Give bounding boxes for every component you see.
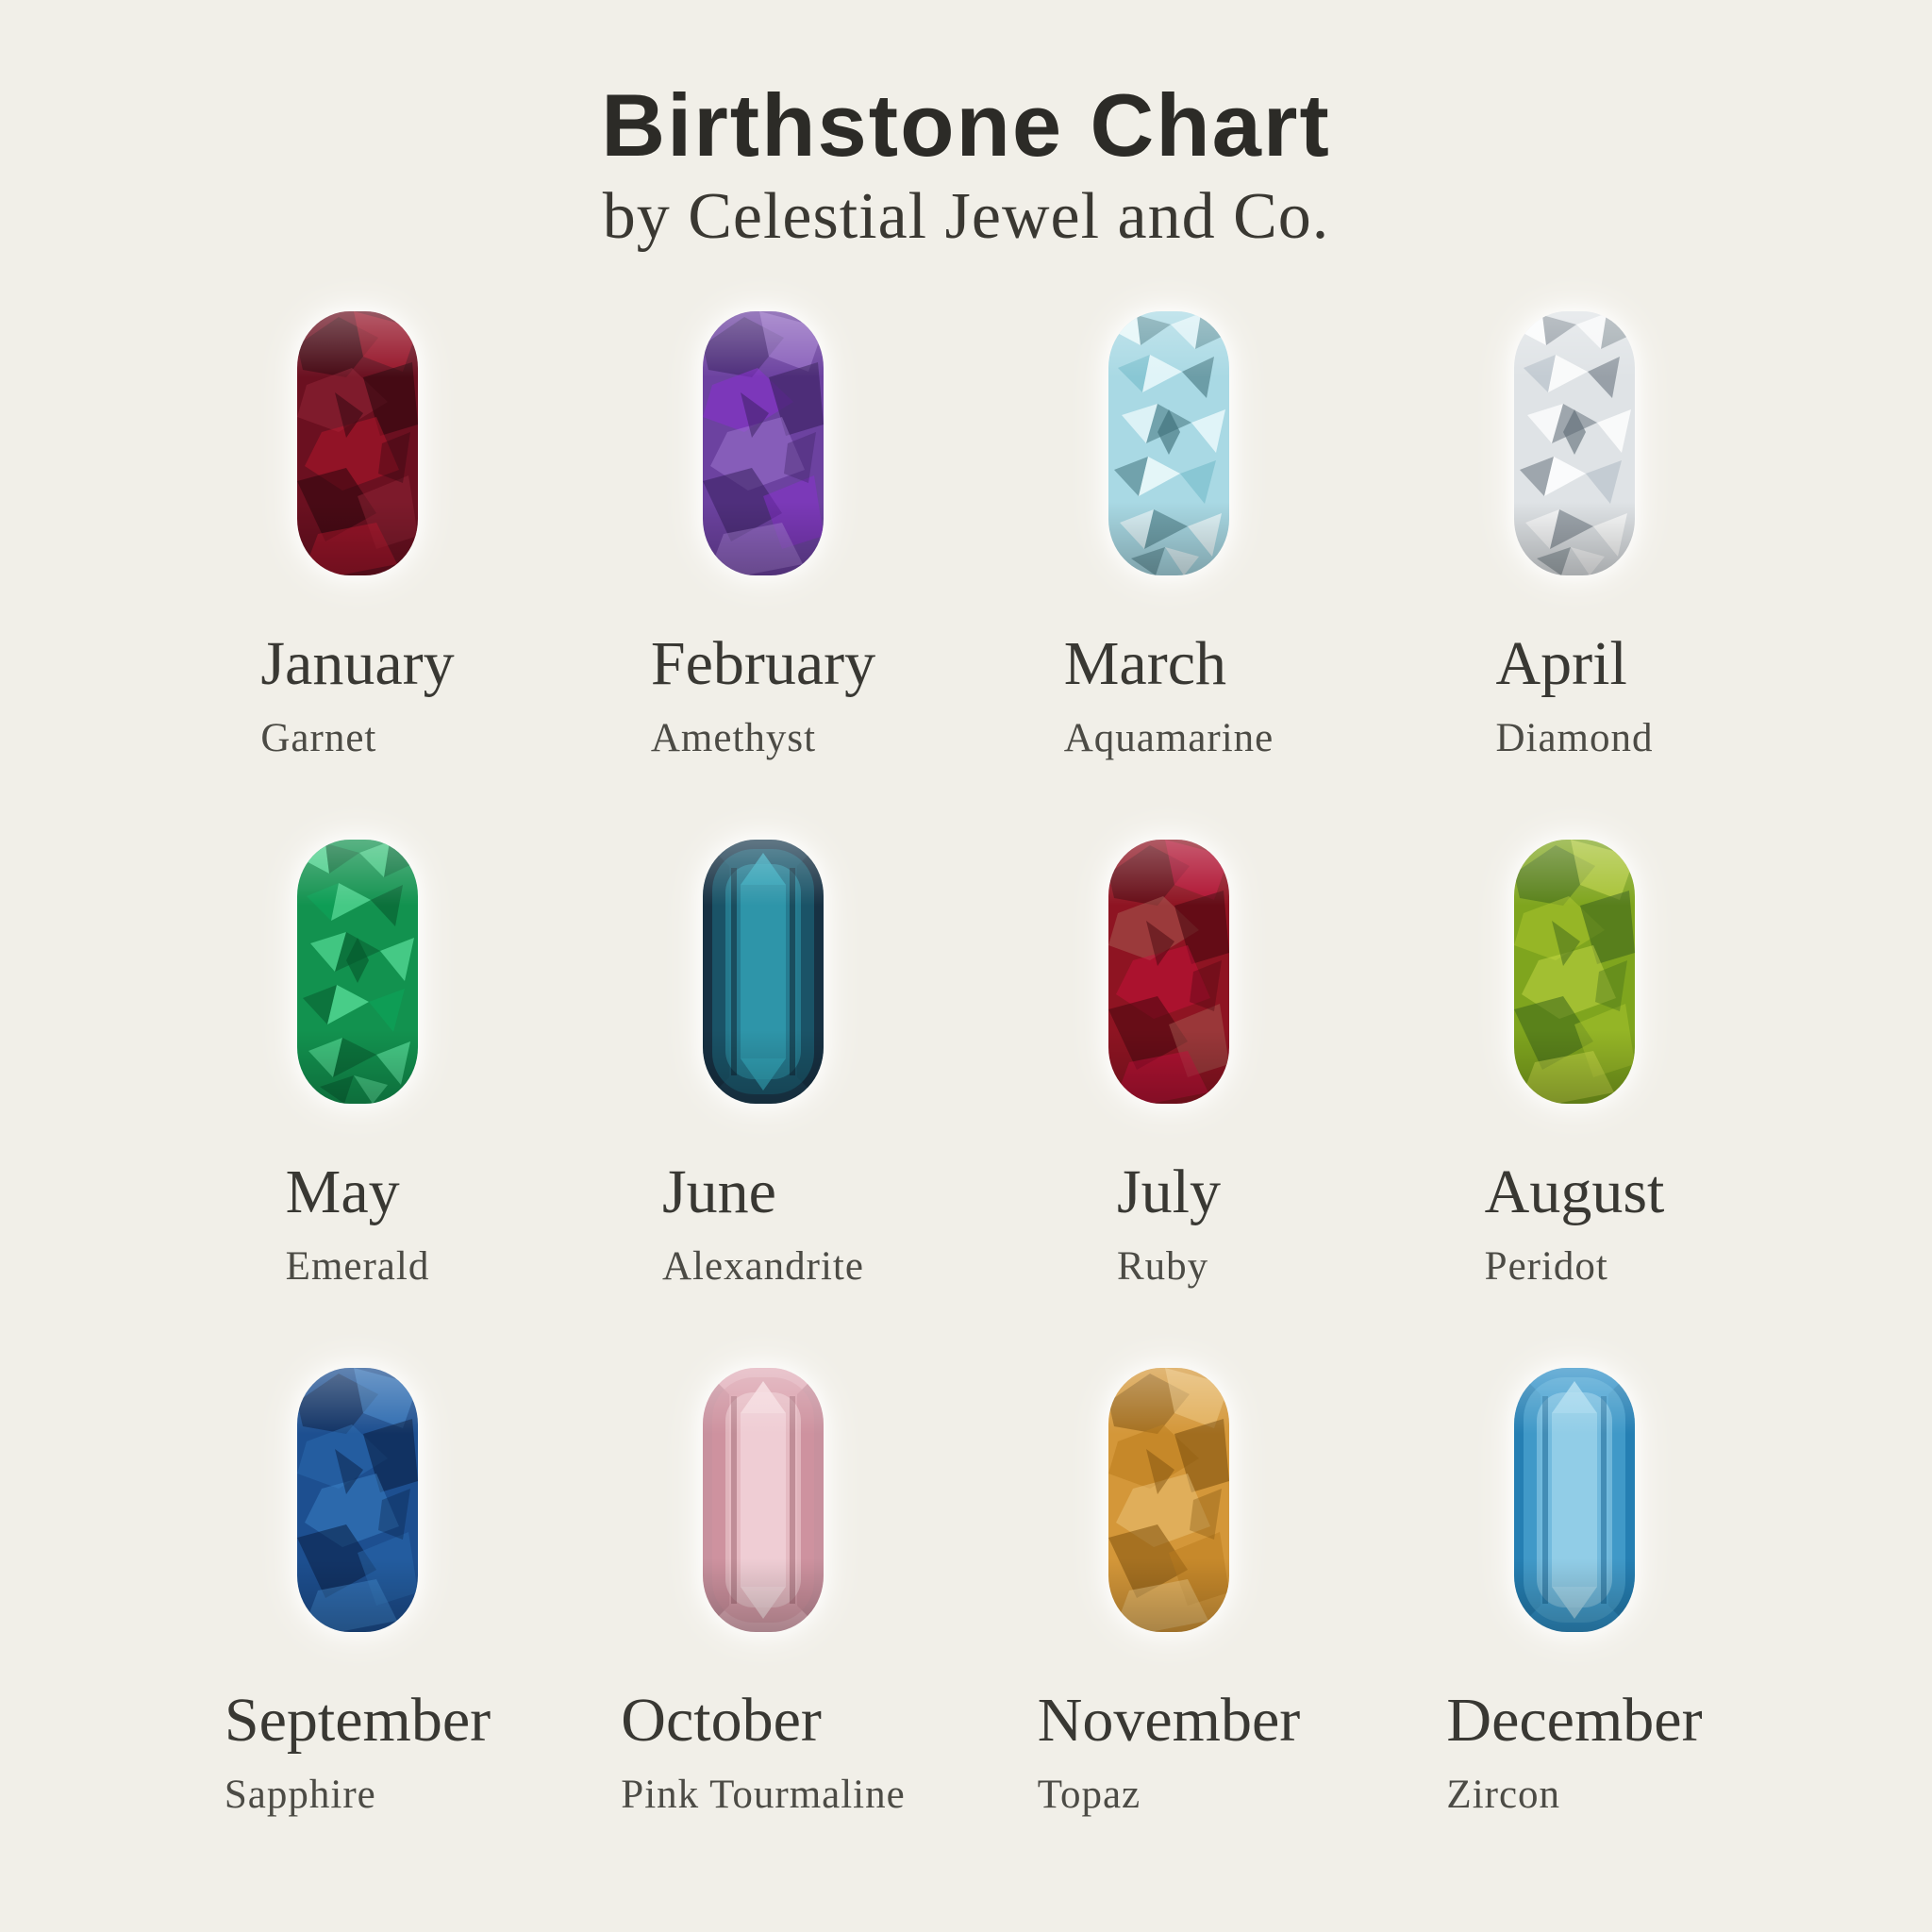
birthstone-grid (155, 311, 1777, 1817)
birthstone-cell-july (966, 840, 1372, 1289)
gem-image-topaz (1108, 1368, 1229, 1632)
stone-label-diamond: Diamond (1495, 715, 1654, 760)
birthstone-caption (651, 575, 875, 760)
birthstone-caption (286, 1104, 430, 1289)
birthstone-cell-december (1372, 1368, 1777, 1817)
month-label-february: February (650, 629, 876, 699)
birthstone-cell-september (155, 1368, 560, 1817)
birthstone-caption (1446, 1632, 1702, 1817)
stone-label-aquamarine: Aquamarine (1063, 715, 1274, 760)
month-label-april: April (1495, 629, 1627, 699)
month-label-september: September (224, 1685, 491, 1755)
stone-label-topaz: Topaz (1037, 1772, 1141, 1817)
gem-image-emerald (297, 840, 418, 1104)
month-label-august: August (1484, 1158, 1665, 1227)
birthstone-cell-february (560, 311, 966, 760)
month-label-november: November (1037, 1685, 1301, 1755)
gem-image-amethyst (703, 311, 824, 575)
month-label-january: January (260, 629, 455, 699)
stone-label-emerald: Emerald (285, 1243, 430, 1289)
birthstone-cell-may (155, 840, 560, 1289)
gem-image-diamond (1514, 311, 1635, 575)
month-label-june: June (662, 1158, 776, 1227)
gem-image-zircon (1514, 1368, 1635, 1632)
gem-image-peridot (1514, 840, 1635, 1104)
birthstone-caption (260, 575, 454, 760)
birthstone-caption (662, 1104, 864, 1289)
birthstone-caption (1495, 575, 1653, 760)
gem-image-aquamarine (1108, 311, 1229, 575)
birthstone-caption (1038, 1632, 1301, 1817)
stone-label-amethyst: Amethyst (650, 715, 817, 760)
month-label-december: December (1446, 1685, 1703, 1755)
gem-image-ruby (1108, 840, 1229, 1104)
stone-label-sapphire: Sapphire (224, 1772, 376, 1817)
stone-label-garnet: Garnet (260, 715, 377, 760)
month-label-october: October (621, 1685, 822, 1755)
stone-label-alexandrite: Alexandrite (662, 1243, 864, 1289)
gem-image-sapphire (297, 1368, 418, 1632)
birthstone-caption (1064, 575, 1274, 760)
gem-image-garnet (297, 311, 418, 575)
birthstone-cell-january (155, 311, 560, 760)
birthstone-caption (1485, 1104, 1665, 1289)
birthstone-cell-october (560, 1368, 966, 1817)
stone-label-zircon: Zircon (1446, 1772, 1561, 1817)
stone-label-pink-tourmaline: Pink Tourmaline (621, 1772, 906, 1817)
birthstone-cell-august (1372, 840, 1777, 1289)
birthstone-cell-april (1372, 311, 1777, 760)
birthstone-cell-november (966, 1368, 1372, 1817)
page-subtitle: by Celestial Jewel and Co. (602, 179, 1330, 253)
stone-label-peridot: Peridot (1484, 1243, 1608, 1289)
birthstone-caption (225, 1632, 491, 1817)
month-label-may: May (285, 1158, 400, 1227)
birthstone-caption (621, 1632, 905, 1817)
month-label-july: July (1116, 1158, 1222, 1227)
birthstone-cell-march (966, 311, 1372, 760)
month-label-march: March (1063, 629, 1226, 699)
page-title: Birthstone Chart (601, 75, 1331, 175)
birthstone-caption (1117, 1104, 1221, 1289)
birthstone-cell-june (560, 840, 966, 1289)
gem-image-pink-tourmaline (703, 1368, 824, 1632)
stone-label-ruby: Ruby (1116, 1243, 1209, 1289)
gem-image-alexandrite (703, 840, 824, 1104)
